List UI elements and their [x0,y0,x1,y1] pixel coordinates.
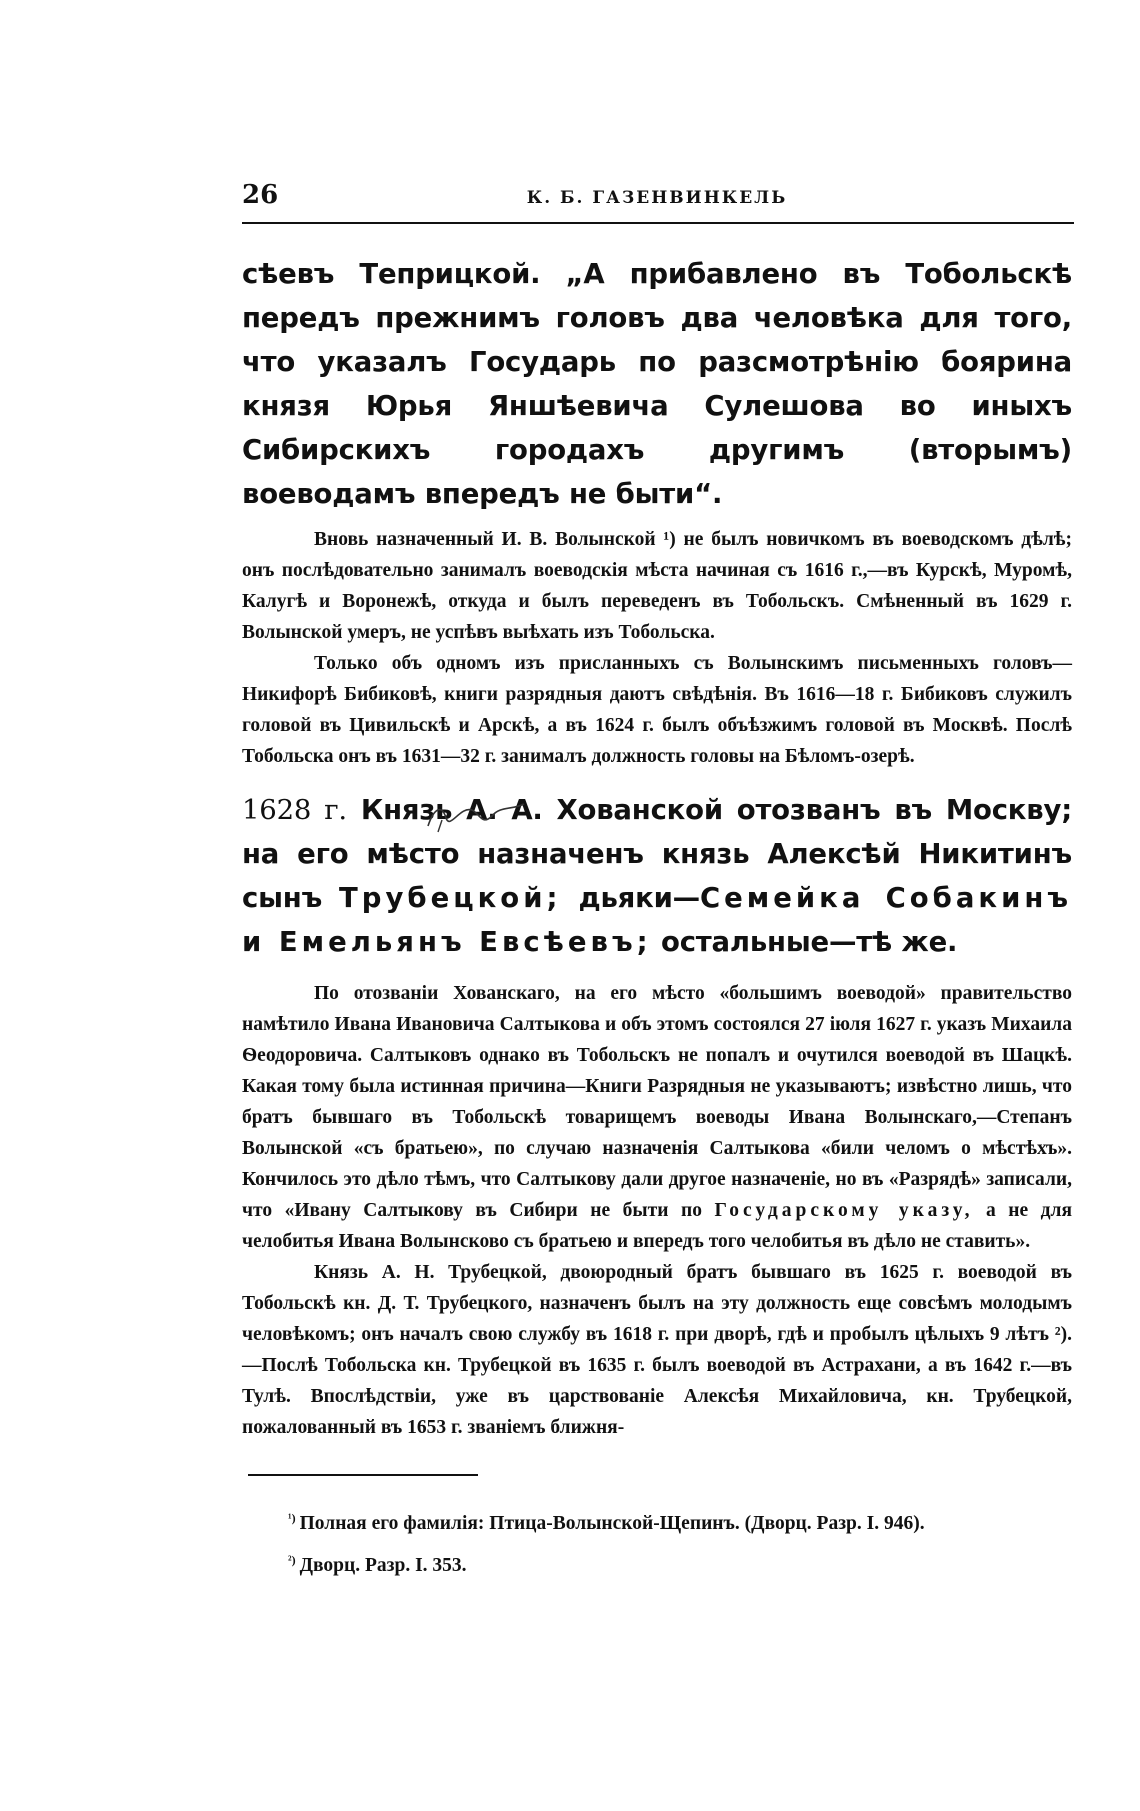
decree-part-2: дьяки— [578,882,700,914]
footnote-2-text: Дворц. Разр. I. 353. [299,1555,467,1576]
footnote-1-text: Полная его фамилія: Птица-Волынской-Щепинъ. (Дворц. Разр. I. 946). [299,1513,925,1534]
body-text [242,252,1072,1443]
footnote-1 [288,1500,1078,1542]
decree-part-3: остальные—тѣ же. [661,926,958,958]
paragraph-bibikov: Только объ одномъ изъ присланныхъ съ Волынскимъ письменныхъ головъ—Никифорѣ Бибиковѣ, книги разрядныя даютъ свѣдѣнія. Въ 1616—18 г. Бибиковъ служилъ головой въ Цивильскѣ и Арскѣ, а въ 1624 г. былъ объѣзжимъ головой въ Москвѣ. Послѣ Тобольска онъ въ 1631—32 г. занималъ должность головы на Бѣломъ-озерѣ. [242,653,1072,767]
footnotes [288,1500,1078,1584]
paragraph-volynskoy: Вновь назначенный И. В. Волынской ¹) не былъ новичкомъ въ воеводскомъ дѣлѣ; онъ послѣдовательно занималъ воеводскія мѣста начиная съ 1616 г.,—въ Курскѣ, Муромѣ, Калугѣ и Воронежѣ, откуда и былъ переведенъ въ Тобольскъ. Смѣненный въ 1629 г. Волынской умеръ, не успѣвъ выѣхать изъ Тобольска. [242,529,1072,643]
handwritten-annotation [420,796,540,836]
khovansky-spaced: Государскому указу, [714,1200,974,1221]
footnote-1-mark: ¹) [288,1511,296,1525]
decree-name-trubetskoy: Трубецкой; [339,882,562,914]
decree-year: 1628 г. [242,794,347,826]
footnote-rule [248,1474,478,1476]
khovansky-part-1: По отозваніи Хованскаго, на его мѣсто «большимъ воеводой» правительство намѣтило Ивана Ивановича Салтыкова и объ этомъ состоялся 27 іюля 1627 г. указъ Михаила Ѳеодоровича. Салтыковъ однако въ Тобольскъ не попалъ и очутился воеводой въ Шацкѣ. Какая тому была истинная причина—Книги Разрядныя не указываютъ; извѣстно лишь, что братъ бывшаго въ Тобольскѣ товарищемъ воеводы Ивана Волынскаго,—Степанъ Волынской «съ братьею», по случаю назначенія Салтыкова «били челомъ о мѣстѣхъ». Кончилось это дѣло тѣмъ, что Салтыкову дали другое назначеніе, но въ «Разрядѣ» записали, что «Ивану Салтыкову въ Сибири не быти по [242,983,1072,1221]
paragraph-quote: сѣевъ Теприцкой. „А прибавлено въ Тобольскѣ передъ прежнимъ головъ два человѣка для того, что указалъ Государь по разсмотрѣнію боярина князя Юрья Яншѣевича Сулешова во иныхъ Сибирскихъ городахъ другимъ (вторымъ) воеводамъ впередъ не быти“. [242,258,1072,510]
decree-name-dyaki: Семейка Собакинъ и Емельянъ Евсѣевъ; [242,882,1073,958]
page-number: 26 [242,180,279,210]
header-rule [242,222,1074,224]
footnote-2 [288,1542,1078,1584]
paragraph-trubetskoy: Князь А. Н. Трубецкой, двоюродный братъ бывшаго въ 1625 г. воеводой въ Тобольскѣ кн. Д. Т. Трубецкого, назначенъ былъ на эту должность еще совсѣмъ молодымъ человѣкомъ; онъ началъ свою службу въ 1618 г. при дворѣ, гдѣ и пробылъ цѣлыхъ 9 лѣтъ ²).—Послѣ Тобольска кн. Трубецкой въ 1635 г. былъ воеводой въ Астрахани, а въ 1642 г.—въ Тулѣ. Впослѣдствіи, уже въ царствованіе Алексѣя Михайловича, кн. Трубецкой, пожалованный въ 1653 г. званіемъ ближня- [242,1262,1072,1438]
decree-part-1: Князь А. А. Хованской отозванъ въ Москву; на его мѣсто назначенъ князь Алексѣй Никитинъ сынъ [242,794,1072,914]
page-header [242,180,1072,224]
paragraph-khovansky [242,978,1072,1257]
running-head: К. Б. ГАЗЕНВИНКЕЛЬ [526,188,788,208]
footnote-2-mark: ²) [288,1553,296,1567]
paragraph-decree-1628 [242,788,1072,964]
khovansky-part-2: а не для челобитья Ивана Волынсково съ братьею и впередъ того челобитья въ дѣло не ставить». [242,1200,1073,1252]
